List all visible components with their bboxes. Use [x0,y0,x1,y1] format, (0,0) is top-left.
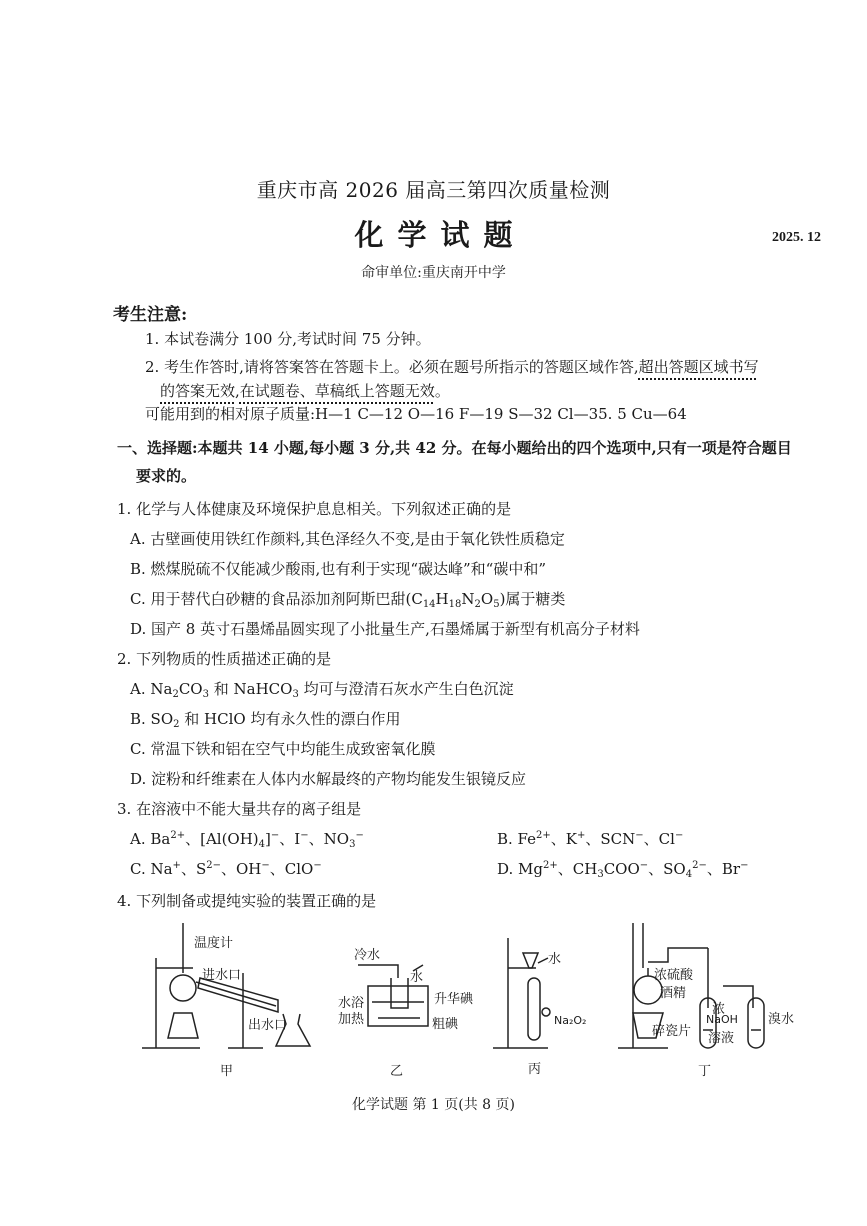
apparatus-bing [493,938,550,1048]
label-water-out: 出水口 [248,1018,288,1033]
label-porcelain: 碎瓷片 [652,1024,692,1039]
apparatus-figure [128,918,808,1079]
page-footer: 化学试题 第 1 页(共 8 页) [352,1097,515,1113]
label-heating: 加热 [338,1012,365,1027]
atomic-masses: 可能用到的相对原子质量:H—1 C—12 O—16 F—19 S—32 Cl—35. 5 Cu—64 [145,405,687,423]
section-heading-cont: 要求的。 [136,467,197,485]
notice-item-2: 2. 考生作答时,请将答案答在答题卡上。必须在题号所指示的答题区域作答,超出答题区域书写 [145,358,759,376]
label-bromine-water: 溴水 [768,1012,795,1027]
label-sublimed-iodine: 升华碘 [434,992,474,1007]
label-crude-iodine: 粗碘 [432,1017,459,1032]
q3-option-d: D. $Mg^{2+}$、$CH_3COO^-$、$SO_4^{2-}$、Br− [497,860,749,880]
q2-option-a: A. $Na_2CO_3$ 和 NaHCO$_3$ 均可与澄清石灰水产生白色沉淀 [130,680,514,700]
subject-title: 化学试题 [354,218,527,252]
exam-date: 2025. 12 [772,230,821,245]
notice-item-2-cont: 的答案无效,在试题卷、草稿纸上答题无效。 [160,382,450,400]
q1-option-a: A. 古壁画使用铁红作颜料,其色泽经久不变,是由于氧化铁性质稳定 [130,530,565,548]
q1-option-d: D. 国产 8 英寸石墨烯晶圆实现了小批量生产,石墨烯属于新型有机高分子材料 [130,620,640,638]
label-thermometer: 温度计 [194,936,234,951]
q3-stem: 3. 在溶液中不能大量共存的离子组是 [117,800,362,818]
label-water: 水 [410,970,424,985]
exam-header-title: 重庆市高 2026 届高三第四次质量检测 [256,178,611,202]
q2-option-b: B. $SO_2$ 和 HClO 均有永久性的漂白作用 [130,710,401,730]
label-conc-h2so4: 浓硫酸 [654,968,694,983]
authoring-unit: 命审单位:重庆南开中学 [361,265,506,281]
q1-option-b: B. 燃煤脱硫不仅能减少酸雨,也有利于实现“碳达峰”和“碳中和” [130,560,547,578]
label-water-in: 进水口 [202,968,242,983]
label-water-bath: 水浴 [338,996,365,1011]
label-yi: 乙 [390,1064,404,1079]
q1-option-c: C. 用于替代白砂糖的食品添加剂阿斯巴甜$(C_{14}H_{18}N_2O_5)$属于糖类 [130,590,566,610]
q1-stem: 1. 化学与人体健康及环境保护息息相关。下列叙述正确的是 [117,500,512,518]
label-ethanol: 酒精 [660,986,687,1001]
label-ding: 丁 [698,1064,712,1079]
q3-option-b: B. $Fe^{2+}$、K+、SCN−、Cl− [497,830,684,848]
label-solution: 溶液 [708,1031,735,1046]
notice-heading: 考生注意: [113,305,188,325]
label-water-2: 水 [548,952,562,967]
q3-option-a: A. $Ba^{2+}$、$[Al(OH)_4]^-$、I−、$NO_3^-$ [130,830,364,850]
notice-item-1: 1. 本试卷满分 100 分,考试时间 75 分钟。 [145,330,431,348]
section-heading: 一、选择题:本题共 14 小题,每小题 3 分,共 42 分。在每小题给出的四个选项中,只有一项是符合题目 [117,439,792,457]
q2-option-c: C. 常温下铁和铝在空气中均能生成致密氧化膜 [130,740,436,758]
q3-option-c: C. Na+、$S^{2-}$、OH−、ClO− [130,860,322,878]
label-conc: 浓 [712,1002,726,1017]
label-na2o2: Na₂O₂ [554,1014,587,1027]
q2-stem: 2. 下列物质的性质描述正确的是 [117,650,332,668]
q2-option-d: D. 淀粉和纤维素在人体内水解最终的产物均能发生银镜反应 [130,770,527,788]
label-cold-water: 冷水 [354,948,381,963]
label-bing: 丙 [528,1062,542,1077]
q4-stem: 4. 下列制备或提纯实验的装置正确的是 [117,892,377,910]
label-jia: 甲 [220,1064,234,1079]
label-naoh: NaOH [706,1013,738,1026]
